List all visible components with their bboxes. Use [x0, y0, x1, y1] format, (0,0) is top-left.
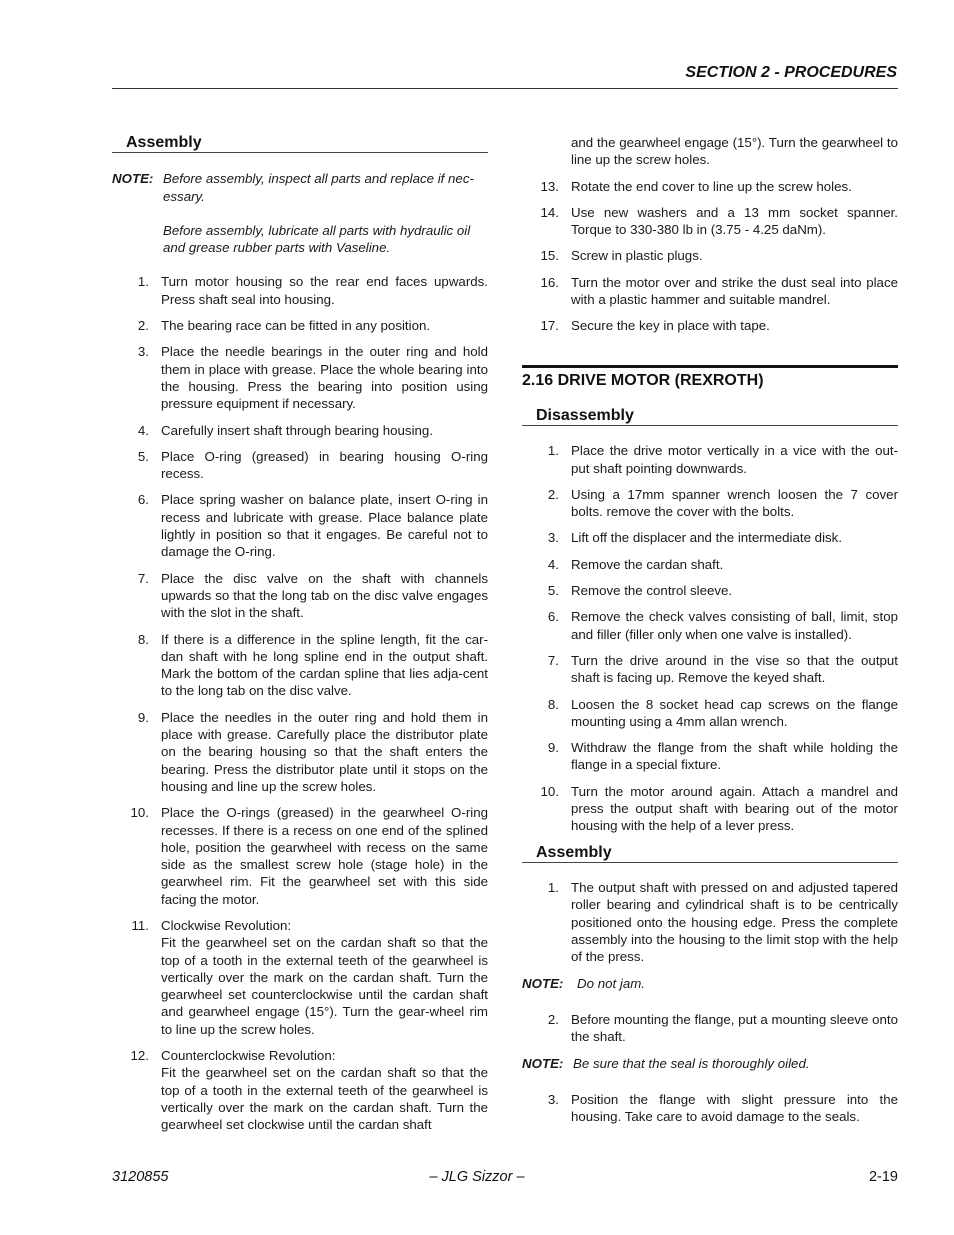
- step-number: 10.: [540, 783, 559, 799]
- step-number: 4.: [547, 556, 559, 572]
- disassembly-steps-list: [522, 442, 898, 834]
- list-item: [522, 442, 898, 477]
- step-number: 7.: [547, 652, 559, 668]
- list-item: [112, 1047, 488, 1133]
- step-text: Remove the control sleeve.: [571, 583, 733, 599]
- continuation-list: [522, 134, 898, 169]
- step-text: Remove the check valves consisting of ball, limit, stop and filler (filler only when one valve is installed).: [571, 609, 898, 642]
- note-paragraph: Before assembly, lubricate all parts with hydraulic oil and grease rubber parts with Vaseline.: [163, 222, 471, 256]
- step-number: 13.: [540, 178, 559, 194]
- footer-page-number: 2-19: [868, 1169, 898, 1185]
- step-text: Before mounting the flange, put a mounting sleeve onto the shaft.: [571, 1011, 898, 1044]
- step-text: Place spring washer on balance plate, insert O-ring in recess and lubricate with grease. Place balance plate lightly in position so that it engages. Be careful not to damage the O-ring.: [161, 492, 488, 560]
- step-number: 6.: [547, 609, 559, 625]
- right-column: [522, 134, 898, 1125]
- step-text: Use new washers and a 13 mm socket spanner. Torque to 330-380 lb in (3.75 - 4.25 daNm).: [571, 204, 898, 238]
- step-number: 12.: [130, 1048, 149, 1064]
- step-text: Place the needle bearings in the outer ring and hold them in place with grease. Place the whole bearing into the housing. Press the bearing into position using pressure equipment if necessary.: [161, 344, 488, 412]
- list-item: [522, 486, 898, 521]
- step-number: 15.: [540, 248, 559, 264]
- step-text: Turn the motor over and strike the dust seal into place with a plastic hammer and suitable mandrel.: [571, 274, 898, 308]
- list-item: [112, 273, 488, 308]
- list-item: [522, 608, 898, 643]
- list-item: [522, 247, 898, 264]
- step-number: 4.: [137, 422, 149, 438]
- list-item: [522, 582, 898, 599]
- note-do-not-jam: [522, 975, 898, 992]
- step-number: 10.: [130, 805, 149, 821]
- step-text: If there is a difference in the spline length, fit the car-dan shaft with he long spline end in the output shaft. Mark the bottom of the cardan spline that lies adja-cent to the long tab on the disc valve.: [161, 631, 488, 699]
- step-text: Turn the drive around in the vise so that the output shaft is facing up. Remove the keyed shaft.: [571, 652, 898, 686]
- step-number: 6.: [137, 492, 149, 508]
- assembly-note: [112, 170, 488, 256]
- list-item: [112, 317, 488, 334]
- assembly-steps-continued: [522, 178, 898, 335]
- step-text: Loosen the 8 socket head cap screws on the flange mounting using a 4mm allan wrench.: [571, 696, 898, 729]
- step-number: 1.: [547, 879, 559, 895]
- step-number: 16.: [540, 274, 559, 290]
- list-item: [112, 422, 488, 439]
- step-number: 9.: [137, 709, 149, 725]
- note-paragraph: Before assembly, inspect all parts and replace if nec-essary.: [163, 171, 474, 204]
- step-text: Position the flange with slight pressure into the housing. Take care to avoid damage to the seals.: [571, 1091, 898, 1124]
- assembly-heading-2: Assembly: [522, 844, 898, 863]
- list-item: [522, 739, 898, 774]
- list-item: [522, 696, 898, 731]
- step-text: Fit the gearwheel set on the cardan shaft so that the top of a tooth in the external teeth of the gearwheel is vertically over the mark on the cardan shaft. Turn the gearwheel set counterclockwise until the cardan shaft and gearwheel engage (15°). Turn the gear-wheel rim to line up the screw holes.: [161, 935, 488, 1037]
- step-text: Screw in plastic plugs.: [571, 248, 703, 264]
- step-number: 2.: [547, 486, 559, 502]
- list-item: [112, 343, 488, 412]
- step-text: The output shaft with pressed on and adjusted tapered roller bearing and cylindrical shaft is to be centrically positioned onto the housing edge. Press the complete assembly into the housing to the limit stop with the help of the press.: [571, 879, 898, 965]
- page-section-title: SECTION 2 - PROCEDURES: [685, 64, 897, 81]
- step-text: Withdraw the flange from the shaft while holding the flange in a special fixture.: [571, 740, 898, 773]
- list-item: [112, 570, 488, 622]
- step-text: Secure the key in place with tape.: [571, 318, 770, 334]
- step-text: The bearing race can be fitted in any position.: [161, 318, 431, 334]
- list-item: [522, 783, 898, 835]
- step-number: 5.: [547, 583, 559, 599]
- list-item: [522, 274, 898, 309]
- step-text: Carefully insert shaft through bearing housing.: [161, 422, 434, 438]
- step-heading: Counterclockwise Revolution:: [161, 1048, 336, 1064]
- section-title-drive-motor: 2.16 DRIVE MOTOR (REXROTH): [522, 365, 898, 389]
- step-text: Place the O-rings (greased) in the gearwheel O-ring recesses. If there is a recess on one end of the splined hole, position the gearwheel with recess on the same side as the smallest screw hole (stage hole) in the gearwheel rim. Fit the gearwheel set with this side facing the motor.: [161, 805, 488, 907]
- step-text: Turn motor housing so the rear end faces upwards. Press shaft seal into housing.: [161, 274, 488, 307]
- list-item: [522, 1011, 898, 1046]
- step-number: 5.: [137, 448, 149, 464]
- left-column: [112, 134, 488, 1134]
- step-text: Place O-ring (greased) in bearing housing O-ring recess.: [161, 448, 488, 482]
- list-item: [522, 879, 898, 965]
- note-seal-oiled: [522, 1055, 898, 1072]
- list-item: [522, 529, 898, 546]
- note-text: Be sure that the seal is thoroughly oiled.: [573, 1056, 810, 1072]
- step-number: 3.: [547, 530, 559, 546]
- list-item: [522, 317, 898, 334]
- list-item: [522, 556, 898, 573]
- header-divider: [112, 88, 898, 89]
- step-text: Fit the gearwheel set on the cardan shaft so that the top of a tooth in the external teeth of the gearwheel is vertically over the mark on the cardan shaft. Turn the gearwheel set clockwise until the cardan shaft: [161, 1065, 488, 1133]
- list-item: [112, 917, 488, 1038]
- assembly-step-1-list: [522, 879, 898, 965]
- step-text: Turn the motor around again. Attach a mandrel and press the output shaft with bearing out of the motor housing with the help of a lever press.: [571, 783, 898, 834]
- list-item: and the gearwheel engage (15°). Turn the gearwheel to line up the screw holes.: [571, 135, 898, 168]
- step-number: 7.: [137, 570, 149, 586]
- list-item: [112, 491, 488, 560]
- list-item: [112, 448, 488, 483]
- step-text: Place the disc valve on the shaft with channels upwards so that the long tab on the disc valve engages with the slot in the shaft.: [161, 570, 488, 621]
- step-text: Lift off the displacer and the intermediate disk.: [571, 530, 843, 546]
- step-text: Place the needles in the outer ring and hold them in place with grease. Carefully place the distributor plate on the bearing housing so that the shaft enters the bearing. Press the distributor plate until it stops on the housing and line up the screw holes.: [161, 709, 488, 794]
- step-number: 8.: [547, 696, 559, 712]
- note-label: NOTE:: [522, 1056, 564, 1072]
- note-label: NOTE:: [112, 171, 154, 187]
- step-number: 8.: [137, 631, 149, 647]
- assembly-heading: Assembly: [112, 134, 488, 153]
- step-number: 9.: [547, 740, 559, 756]
- step-number: 17.: [540, 318, 559, 334]
- step-number: 14.: [540, 204, 559, 220]
- footer-doc-number: 3120855: [112, 1169, 169, 1185]
- step-number: 1.: [137, 274, 149, 290]
- assembly-step-2-list: [522, 1011, 898, 1046]
- step-number: 11.: [131, 917, 149, 933]
- footer-center-title: – JLG Sizzor –: [429, 1169, 525, 1185]
- step-number: 2.: [547, 1011, 559, 1027]
- list-item: [112, 709, 488, 795]
- step-text: Place the drive motor vertically in a vice with the out-put shaft pointing downwards.: [571, 443, 898, 476]
- list-item: [522, 204, 898, 239]
- step-text: Using a 17mm spanner wrench loosen the 7 cover bolts. remove the cover with the bolts.: [571, 486, 898, 520]
- step-number: 3.: [137, 344, 149, 360]
- list-item: [112, 804, 488, 908]
- assembly-steps-list: [112, 273, 488, 1133]
- step-text: Rotate the end cover to line up the screw holes.: [571, 178, 852, 194]
- step-heading: Clockwise Revolution:: [161, 917, 292, 933]
- list-item: [522, 652, 898, 687]
- disassembly-heading: Disassembly: [522, 407, 898, 426]
- step-number: 2.: [137, 318, 149, 334]
- list-item: [522, 178, 898, 195]
- step-number: 1.: [547, 443, 559, 459]
- step-number: 3.: [547, 1091, 559, 1107]
- note-text: Do not jam.: [577, 976, 645, 992]
- list-item: [112, 631, 488, 700]
- step-text: Remove the cardan shaft.: [571, 556, 724, 572]
- list-item: [522, 1091, 898, 1126]
- assembly-step-3-list: [522, 1091, 898, 1126]
- note-label: NOTE:: [522, 976, 564, 992]
